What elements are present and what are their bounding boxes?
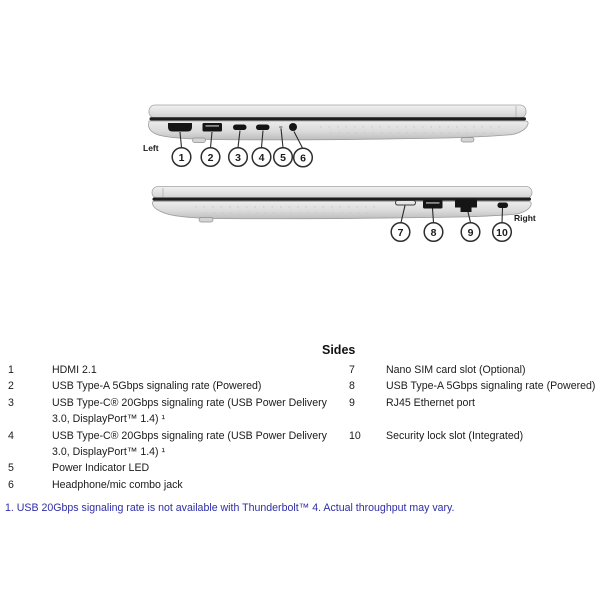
security-lock-slot <box>498 203 509 209</box>
headphone-jack <box>289 123 297 131</box>
port-desc: Security lock slot (Integrated) <box>386 429 524 442</box>
usb-c-port <box>233 125 247 131</box>
rj45-ethernet-tab <box>461 208 472 213</box>
callouts-left <box>172 148 312 167</box>
usb-a-port <box>203 123 223 132</box>
port-desc: Nano SIM card slot (Optional) <box>386 364 526 376</box>
rubber-foot <box>461 138 474 143</box>
hdmi-port <box>168 123 192 132</box>
port-number: 4 <box>8 429 14 442</box>
callout-number-8: 8 <box>430 226 437 239</box>
port-desc: USB Type-A 5Gbps signaling rate (Powered) <box>52 380 262 393</box>
laptop-lid <box>152 187 532 199</box>
callout-number-6: 6 <box>300 152 306 165</box>
nano-sim-slot <box>396 201 416 206</box>
rubber-foot <box>199 218 213 223</box>
callout-number-10: 10 <box>496 226 508 239</box>
port-desc: USB Type-A 5Gbps signaling rate (Powered) <box>386 380 596 393</box>
port-number: 2 <box>8 380 14 393</box>
callout-number-5: 5 <box>280 151 286 164</box>
port-number: 9 <box>349 396 355 409</box>
callout-number-2: 2 <box>207 151 214 164</box>
callout-number-3: 3 <box>235 151 241 164</box>
laptop-right-side-view <box>152 187 536 242</box>
usb-a-tongue <box>426 202 440 204</box>
callout-number-4: 4 <box>258 151 265 164</box>
port-number: 1 <box>8 364 14 376</box>
port-number: 3 <box>8 396 14 409</box>
laptop-sides-figure <box>0 0 600 270</box>
port-desc: RJ45 Ethernet port <box>386 396 475 409</box>
laptop-left-side-view <box>143 105 528 167</box>
laptop-seam <box>150 117 527 120</box>
callout-number-1: 1 <box>178 151 185 164</box>
port-desc: HDMI 2.1 <box>52 364 97 376</box>
port-desc: USB Type-C® 20Gbps signaling rate (USB Power Delivery 3.0, DisplayPort™ 1.4) ¹ <box>52 396 327 426</box>
callout-number-7: 7 <box>397 226 404 239</box>
port-number: 7 <box>349 364 355 376</box>
port-desc: Power Indicator LED <box>52 462 150 475</box>
usb-c-port <box>256 125 270 131</box>
rj45-ethernet-port <box>455 200 477 208</box>
footnote: 1. USB 20Gbps signaling rate is not available with Thunderbolt™ 4. Actual throughput may vary. <box>5 502 455 514</box>
usb-a-tongue <box>206 125 220 127</box>
laptop-lid <box>149 105 526 118</box>
port-number: 6 <box>8 478 14 491</box>
port-number: 10 <box>349 429 361 442</box>
rubber-foot <box>193 138 206 143</box>
port-desc: USB Type-C® 20Gbps signaling rate (USB Power Delivery 3.0, DisplayPort™ 1.4) ¹ <box>52 429 327 459</box>
left-view-label: Left <box>143 143 159 153</box>
right-view-label: Right <box>514 213 536 223</box>
ports-table <box>8 362 598 493</box>
usb-a-port <box>423 200 443 209</box>
callout-number-9: 9 <box>467 226 474 239</box>
callouts-right <box>391 223 511 242</box>
table-title: Sides <box>322 343 356 357</box>
port-number: 5 <box>8 462 14 475</box>
port-desc: Headphone/mic combo jack <box>52 478 183 491</box>
power-led <box>279 126 283 128</box>
port-number: 8 <box>349 380 355 393</box>
